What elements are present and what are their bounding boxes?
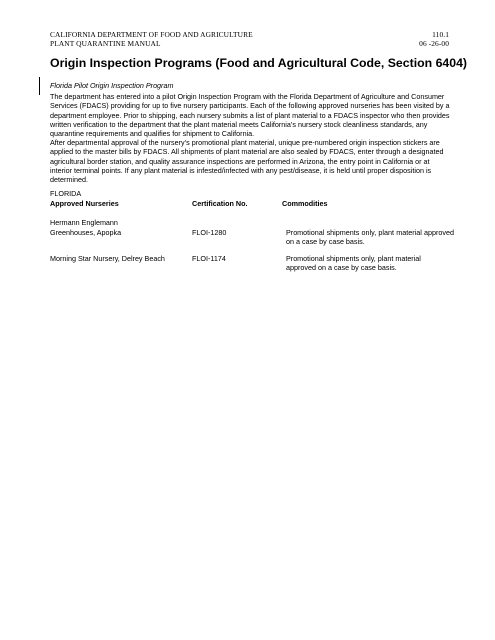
commodities-text: Promotional shipments only, plant material approved on a case by case basis. xyxy=(286,228,454,247)
nursery-name-line-2: Greenhouses, Apopka xyxy=(50,228,122,237)
revision-change-bar xyxy=(39,77,40,95)
certification-number: FLOI-1280 xyxy=(192,228,227,237)
commodities-text: Promotional shipments only, plant material approved on a case by case basis. xyxy=(286,254,421,273)
column-header-nurseries: Approved Nurseries xyxy=(50,199,119,208)
running-header-line-2 xyxy=(50,39,449,48)
certification-number: FLOI-1174 xyxy=(192,254,226,263)
approval-paragraph: After departmental approval of the nursery’s promotional plant material, unique pre-numbered origin inspection stickers are applied to the master bills by FDACS. All shipments of plant material are also sealed by FDACS, enter through a designated agricultural border station, and quality assurance inspections are performed in Arizona, the entry point in California or at interior terminal points. If any plant material is infested/infected with any pest/disease, it is held until proper disposition is determined. xyxy=(50,138,444,185)
intro-paragraph: The department has entered into a pilot Origin Inspection Program with the Florida Department of Agriculture and Consumer Services (FDACS) providing for up to five nursery participants. Each of the following approved nurseries has been visited by a department employee. Prior to shipping, each nursery submits a list of plant material to a FDACS inspector who then provides written verification to the department that the plant material meets California’s nursery stock cleanliness standards, any quarantine requirements and qualifies for shipment to California. xyxy=(50,92,450,139)
page-title: Origin Inspection Programs (Food and Agricultural Code, Section 6404) xyxy=(50,56,468,70)
nursery-name-line-1: Hermann Englemann xyxy=(50,218,118,227)
department-name: CALIFORNIA DEPARTMENT OF FOOD AND AGRICULTURE xyxy=(50,30,253,39)
running-header-line-1 xyxy=(50,30,449,39)
nursery-name: Morning Star Nursery, Delrey Beach xyxy=(50,254,165,263)
column-header-certification: Certification No. xyxy=(192,199,248,208)
column-header-commodities: Commodities xyxy=(282,199,328,208)
manual-name: PLANT QUARANTINE MANUAL xyxy=(50,39,161,48)
state-label: FLORIDA xyxy=(50,189,82,198)
revision-date: 06 -26-00 xyxy=(419,39,449,48)
section-number: 110.1 xyxy=(432,30,449,39)
program-subtitle: Florida Pilot Origin Inspection Program xyxy=(50,81,174,90)
